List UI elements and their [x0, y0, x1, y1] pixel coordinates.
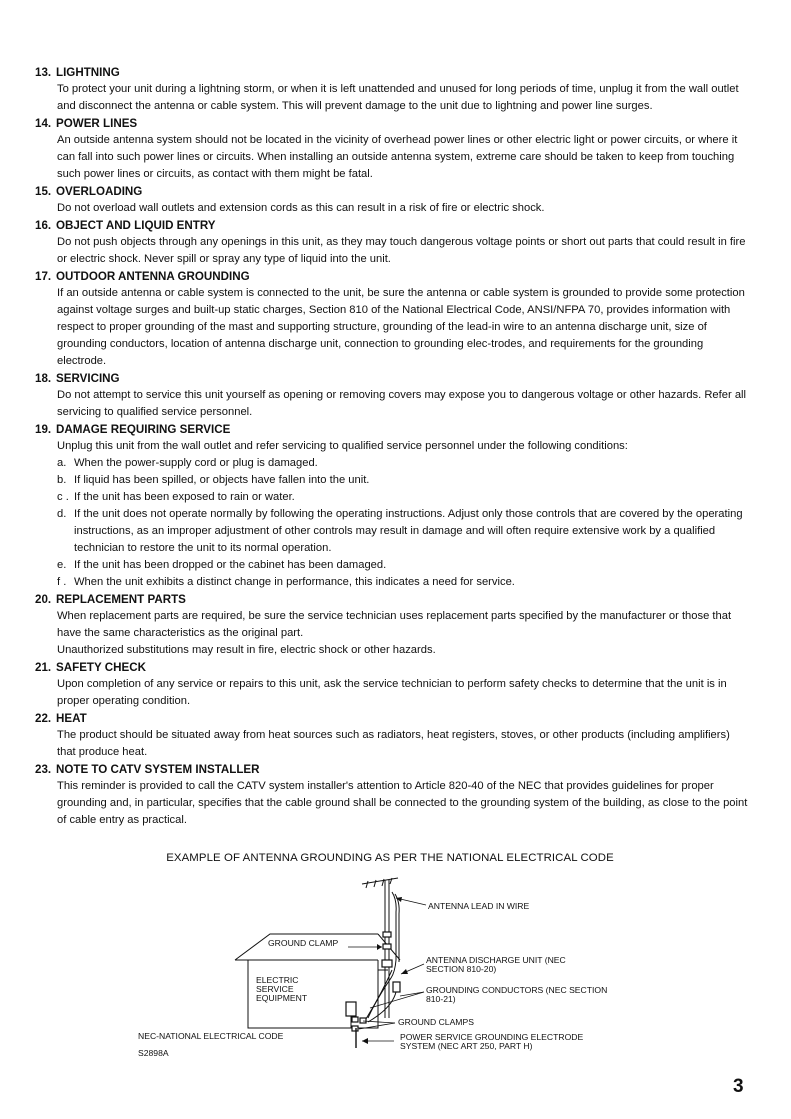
section-item [35, 217, 751, 268]
condition-text: If the unit does not operate normally by following the operating instructions. Adjust only those controls that are covered by the operating instructions, as an improper adjustment of other controls may result in damage and will often require extensive work by a qualified technician to restore the unit to its normal operation. [74, 508, 743, 554]
section-item [35, 268, 751, 370]
condition-item [57, 472, 751, 489]
section-paragraph: Do not push objects through any openings in this unit, as they may touch dangerous voltage points or short out parts that could result in fire or electric shock. Never spill or spray any type of liquid into the unit. [57, 236, 746, 265]
section-number: 16. [35, 219, 52, 232]
section-number: 14. [35, 117, 52, 130]
section-number: 23. [35, 763, 52, 776]
section-paragraph: To protect your unit during a lightning storm, or when it is left unattended and unused for long periods of time, unplug it from the wall outlet and disconnect the antenna or cable system. This will prevent damage to the unit due to lightning and power line surges. [57, 83, 739, 112]
grounding-conductors-label-1: GROUNDING CONDUCTORS (NEC SECTION [426, 985, 608, 995]
section-title: LIGHTNING [56, 66, 120, 79]
section-item [35, 370, 751, 421]
section-paragraph: Unplug this unit from the wall outlet and refer servicing to qualified service personnel under the following conditions: [57, 440, 628, 452]
section-item [35, 64, 751, 115]
section-title: SERVICING [56, 372, 120, 385]
condition-letter: d. [57, 508, 67, 520]
condition-text: If the unit has been dropped or the cabinet has been damaged. [74, 559, 387, 571]
section-heading [35, 421, 751, 438]
condition-item [57, 455, 751, 472]
section-body [35, 387, 751, 421]
section-heading [35, 268, 751, 285]
condition-text: When the unit exhibits a distinct change in performance, this indicates a need for service. [74, 576, 515, 588]
mast-clamps [382, 932, 392, 967]
section-body [35, 438, 751, 591]
section-body [35, 132, 751, 183]
section-title: HEAT [56, 712, 87, 725]
service-equipment-box [346, 1002, 356, 1028]
condition-letter: e. [57, 559, 67, 571]
condition-text: If liquid has been spilled, or objects have fallen into the unit. [74, 474, 370, 486]
section-number: 20. [35, 593, 52, 606]
section-paragraph: Upon completion of any service or repairs to this unit, ask the service technician to perform safety checks to determine that the unit is in proper operating condition. [57, 678, 727, 707]
section-heading [35, 710, 751, 727]
ground-clamps-label: GROUND CLAMPS [398, 1017, 474, 1027]
section-body [35, 234, 751, 268]
section-title: OVERLOADING [56, 185, 143, 198]
section-paragraph: An outside antenna system should not be located in the vicinity of overhead power lines or other electric light or power circuits, or where it can fall into such power lines or circuits. When installing an outside antenna system, extreme care should be taken to keep from touching such power lines or circuits, as contact with them might be fatal. [57, 134, 738, 180]
section-body [35, 608, 751, 659]
section-paragraph: If an outside antenna or cable system is connected to the unit, be sure the antenna or cable system is grounded to provide some protection against voltage surges and built-up static charges, Section 810 of the National Electrical Code, ANSI/NFPA 70, provides information with respect to proper grounding of the mast and supporting structure, grounding of the lead-in wire to an antenna discharge unit, size of grounding conductors, location of antenna discharge unit, connection to grounding elec-trodes, and requirements for the grounding electrode. [57, 287, 745, 367]
discharge-unit-label-2: SECTION 810-20) [426, 964, 497, 974]
antenna-lead-label: ANTENNA LEAD IN WIRE [428, 901, 530, 911]
discharge-unit-label-1: ANTENNA DISCHARGE UNIT (NEC [426, 955, 566, 965]
section-paragraph: When replacement parts are required, be sure the service technician uses replacement parts specified by the manufacturer or those that have the same characteristics as the original part. [57, 610, 732, 639]
condition-text: When the power-supply cord or plug is damaged. [74, 457, 318, 469]
lead-in-wire [368, 892, 399, 1018]
figure-code-label: S2898A [138, 1048, 169, 1058]
section-body [35, 200, 751, 217]
section-paragraph: Do not overload wall outlets and extension cords as this can result in a risk of fire or electric shock. [57, 202, 545, 214]
section-number: 15. [35, 185, 52, 198]
figure-title: EXAMPLE OF ANTENNA GROUNDING AS PER THE NATIONAL ELECTRICAL CODE [166, 852, 614, 864]
section-item [35, 659, 751, 710]
condition-letter: b. [57, 474, 67, 486]
section-body [35, 285, 751, 370]
section-heading [35, 183, 751, 200]
electrode-label-2: SYSTEM (NEC ART 250, PART H) [400, 1041, 533, 1051]
section-title: OBJECT AND LIQUID ENTRY [56, 219, 216, 232]
section-title: POWER LINES [56, 117, 138, 130]
section-title: DAMAGE REQUIRING SERVICE [56, 423, 231, 436]
electric-service-label-2: SERVICE [256, 984, 294, 994]
section-title: NOTE TO CATV SYSTEM INSTALLER [56, 763, 260, 776]
condition-letter: a. [57, 457, 67, 469]
section-item [35, 183, 751, 217]
condition-letter: c . [57, 491, 69, 503]
electrode-label-1: POWER SERVICE GROUNDING ELECTRODE [400, 1032, 584, 1042]
section-heading [35, 115, 751, 132]
section-body [35, 778, 751, 829]
section-number: 18. [35, 372, 52, 385]
section-heading [35, 370, 751, 387]
condition-text: If the unit has been exposed to rain or water. [74, 491, 295, 503]
section-title: REPLACEMENT PARTS [56, 593, 186, 606]
section-body [35, 676, 751, 710]
section-heading [35, 64, 751, 81]
condition-item [57, 574, 751, 591]
page-number: 3 [733, 1076, 744, 1097]
condition-item [57, 557, 751, 574]
section-body [35, 727, 751, 761]
section-item [35, 421, 751, 591]
section-paragraph: Unauthorized substitutions may result in fire, electric shock or other hazards. [57, 644, 436, 656]
section-number: 17. [35, 270, 52, 283]
condition-item [57, 506, 751, 557]
section-title: OUTDOOR ANTENNA GROUNDING [56, 270, 250, 283]
section-number: 13. [35, 66, 52, 79]
section-body [35, 81, 751, 115]
section-list [35, 64, 751, 829]
antenna-grounding-figure [130, 852, 650, 1072]
condition-item [57, 489, 751, 506]
section-paragraph: The product should be situated away from heat sources such as radiators, heat registers, stoves, or other products (including amplifiers) that produce heat. [57, 729, 730, 758]
nec-label: NEC-NATIONAL ELECTRICAL CODE [138, 1031, 284, 1041]
safety-instructions [35, 64, 751, 829]
section-item [35, 591, 751, 659]
section-heading [35, 659, 751, 676]
section-paragraph: This reminder is provided to call the CATV system installer's attention to Article 820-40 of the NEC that provides guidelines for proper grounding and, in particular, specifies that the cable ground shall be connected to the grounding system of the building, as close to the point of cable entry as practical. [57, 780, 748, 826]
section-paragraph: Do not attempt to service this unit yourself as opening or removing covers may expose you to dangerous voltage or other hazards. Refer all servicing to qualified service personnel. [57, 389, 747, 418]
section-item [35, 761, 751, 829]
condition-letter: f . [57, 576, 67, 588]
electric-service-label-1: ELECTRIC [256, 975, 299, 985]
section-item [35, 115, 751, 183]
electric-service-label-3: EQUIPMENT [256, 993, 308, 1003]
ground-clamp-label: GROUND CLAMP [268, 938, 339, 948]
section-heading [35, 761, 751, 778]
section-number: 21. [35, 661, 52, 674]
section-heading [35, 591, 751, 608]
section-heading [35, 217, 751, 234]
grounding-conductors-label-2: 810-21) [426, 994, 456, 1004]
section-number: 22. [35, 712, 52, 725]
section-item [35, 710, 751, 761]
section-title: SAFETY CHECK [56, 661, 146, 674]
discharge-unit-icon [393, 982, 400, 992]
section-number: 19. [35, 423, 52, 436]
